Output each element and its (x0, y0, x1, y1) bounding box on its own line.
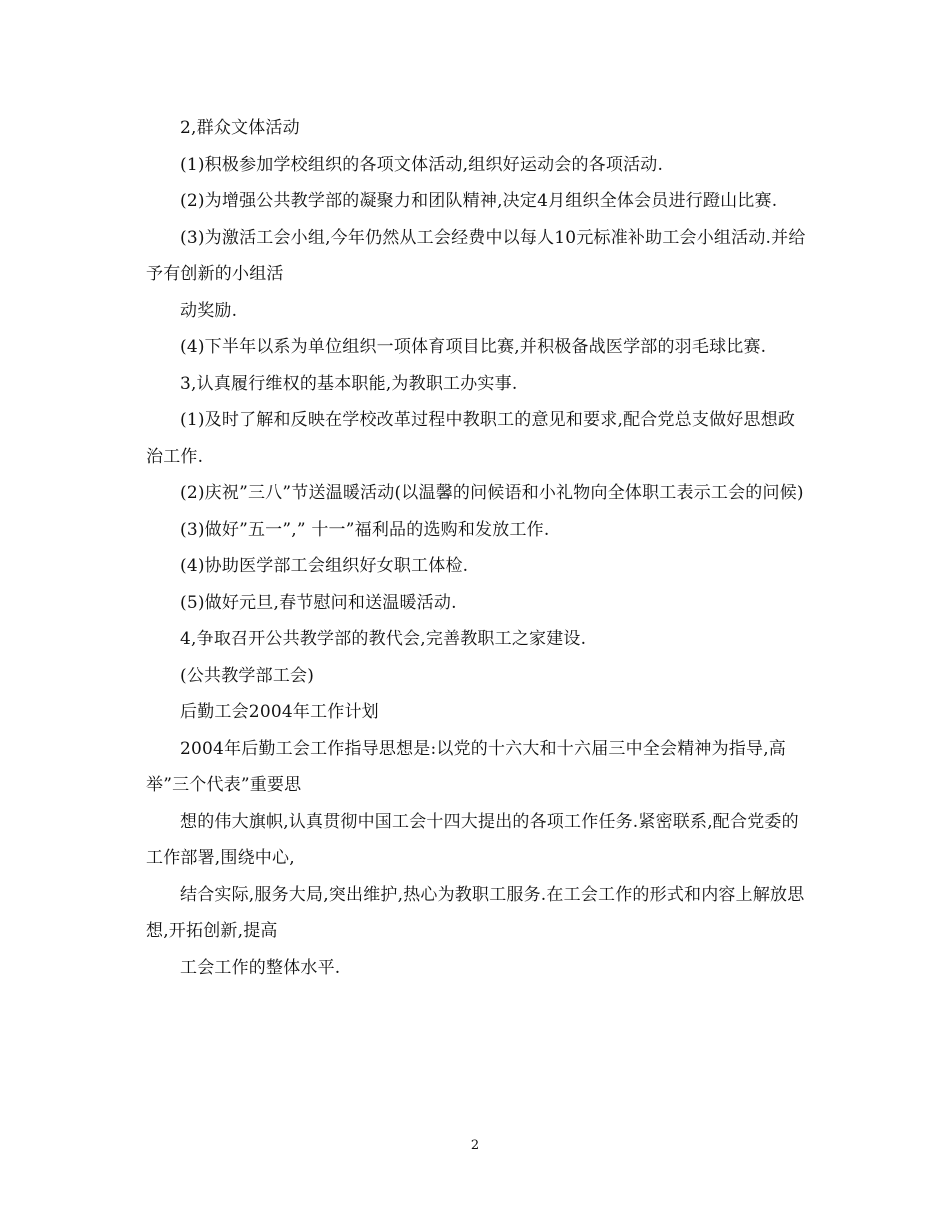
page-number: 2 (470, 1138, 480, 1153)
paragraph-item: (2)庆祝”三八”节送温暖活动(以温馨的问候语和小礼物向全体职工表示工会的问候) (180, 483, 804, 503)
paragraph-body: 结合实际,服务大局,突出维护,热心为教职工服务.在工会工作的形式和内容上解放思想,开拓创新,提高 (146, 884, 805, 941)
paragraph-item: (1)积极参加学校组织的各项文体活动,组织好运动会的各项活动. (180, 154, 664, 175)
paragraph-body: 2004年后勤工会工作指导思想是:以党的十六大和十六届三中全会精神为指导,高举”三个代表”重要思 (146, 738, 786, 795)
paragraph-item: (2)为增强公共教学部的凝聚力和团队精神,决定4月组织全体会员进行蹬山比赛. (180, 191, 778, 211)
paragraph-heading-3: 3,认真履行维权的基本职能,为教职工办实事. (180, 373, 518, 394)
paragraph-body: 工会工作的整体水平. (180, 957, 341, 978)
paragraph-body: 想的伟大旗帜,认真贯彻中国工会十四大提出的各项工作任务.紧密联系,配合党委的工作部署,围绕中心, (146, 811, 799, 868)
paragraph-item: (3)做好”五一”,” 十一”福利品的选购和发放工作. (180, 519, 550, 540)
paragraph-item: (3)为激活工会小组,今年仍然从工会经费中以每人10元标准补助工会小组活动.并给予有创新的小组活 (146, 227, 806, 284)
section-title: 后勤工会2004年工作计划 (180, 702, 379, 722)
paragraph-item: (5)做好元旦,春节慰问和送温暖活动. (180, 592, 457, 613)
paragraph-item: (1)及时了解和反映在学校改革过程中教职工的意见和要求,配合党总支做好思想政治工作. (146, 410, 796, 467)
document-body (146, 110, 812, 986)
paragraph-signature: (公共教学部工会) (180, 665, 315, 686)
paragraph-heading-4: 4,争取召开公共教学部的教代会,完善教职工之家建设. (180, 629, 587, 649)
paragraph-item: (4)协助医学部工会组织好女职工体检. (180, 556, 469, 576)
paragraph-item: 动奖励. (180, 300, 238, 321)
paragraph-item: (4)下半年以系为单位组织一项体育项目比赛,并积极备战医学部的羽毛球比赛. (180, 337, 767, 357)
paragraph-heading-2: 2,群众文体活动 (180, 118, 300, 138)
